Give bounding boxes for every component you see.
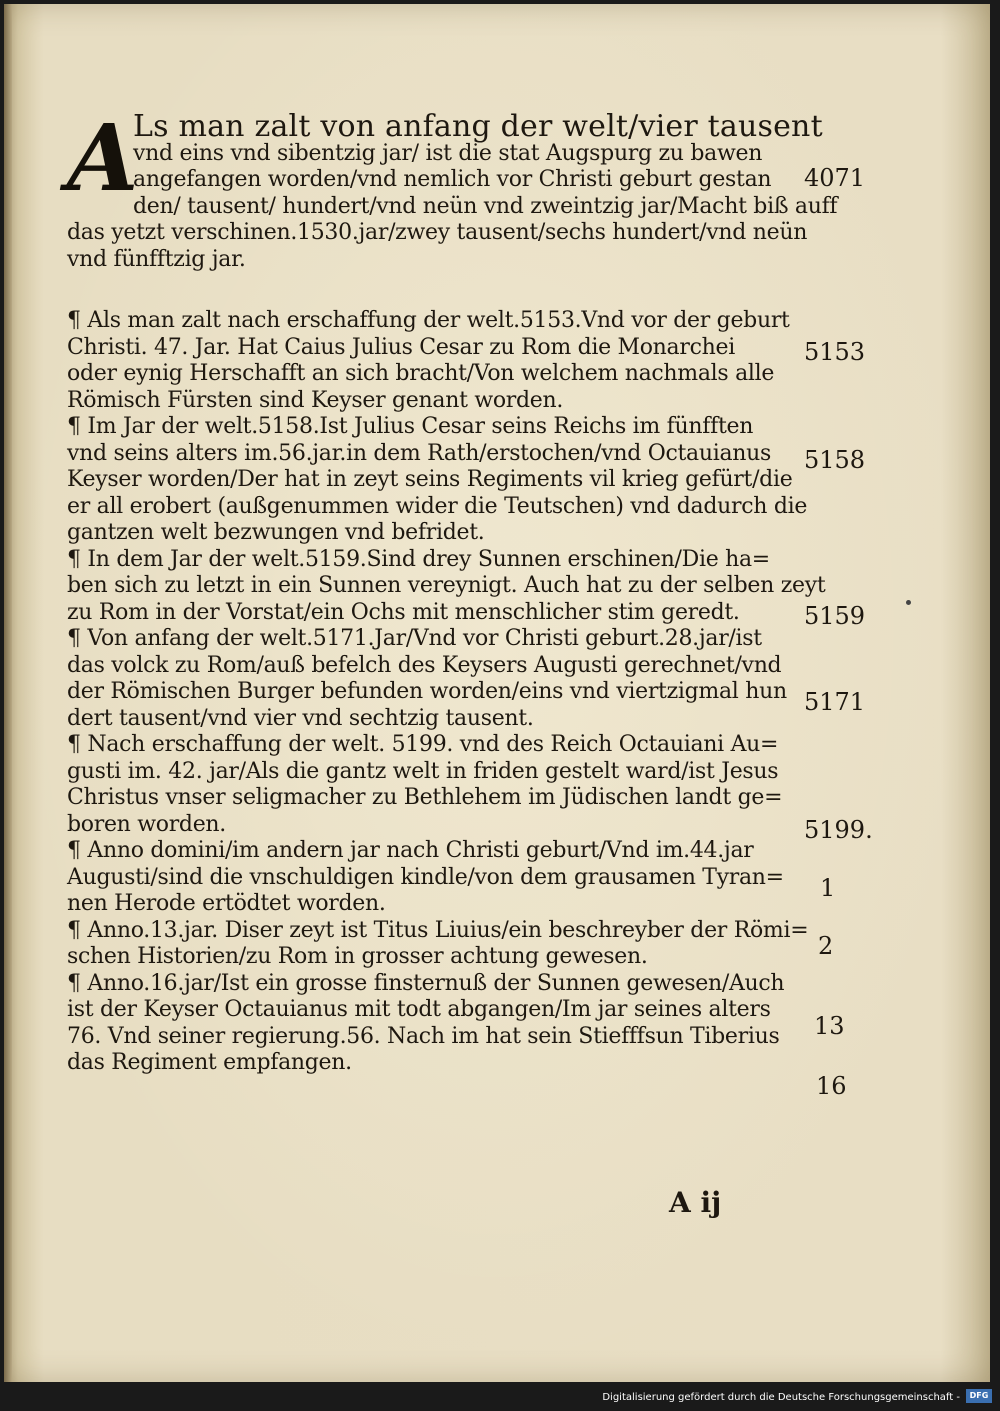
text-line: zu Rom in der Vorstat/ein Ochs mit menschlicher stim geredt.: [67, 599, 740, 625]
text-line: dert tausent/vnd vier vnd sechtzig tausent.: [67, 705, 534, 731]
margin-year: 5158: [804, 446, 866, 474]
text-line: das yetzt verschinen.1530.jar/zwey tausent/sechs hundert/vnd neün: [67, 220, 808, 245]
signature-mark: A ij: [669, 1186, 722, 1219]
text-line: ben sich zu letzt in ein Sunnen vereynigt. Auch hat zu der selben zeyt: [67, 573, 826, 598]
paragraph: [67, 414, 808, 547]
text-line: Christus vnser seligmacher zu Bethlehem im Jüdischen landt ge=: [67, 785, 783, 810]
margin-year: 13: [814, 1012, 845, 1040]
text-line: das Regiment empfangen.: [67, 1050, 352, 1075]
decorated-initial: A: [67, 104, 139, 212]
margin-year: 4071: [804, 164, 866, 192]
text-line: ¶ Anno.13.jar. Diser zeyt ist Titus Liuius/ein beschreyber der Römi=: [67, 917, 809, 943]
text-line: ¶ In dem Jar der welt.5159.Sind drey Sunnen erschinen/Die ha=: [67, 546, 770, 572]
text-line: Ls man zalt von anfang der welt/vier tausent: [133, 109, 823, 144]
paragraph: [67, 971, 795, 1077]
text-line: gantzen welt bezwungen vnd befridet.: [67, 520, 485, 545]
margin-year: 16: [816, 1072, 847, 1100]
text-line: gusti im. 42. jar/Als die gantz welt in friden gestelt ward/ist Jesus: [67, 758, 779, 784]
footer-credit: Digitalisierung gefördert durch die Deutsche Forschungsgemeinschaft -: [602, 1392, 960, 1403]
footer-bar: [0, 1383, 1000, 1411]
text-line: Keyser worden/Der hat in zeyt seins Regiments vil krieg gefürt/die: [67, 467, 793, 492]
paragraph-gap: [67, 273, 795, 308]
margin-year: 5199.: [804, 816, 873, 844]
text-line: ¶ Im Jar der welt.5158.Ist Julius Cesar seins Reichs im fünfften: [67, 414, 754, 439]
text-line: der Römischen Burger befunden worden/eins vnd viertzigmal hun: [67, 679, 787, 704]
text-line: ¶ Als man zalt nach erschaffung der welt.5153.Vnd vor der geburt: [67, 308, 790, 333]
text-line: schen Historien/zu Rom in grosser achtung gewesen.: [67, 944, 648, 969]
text-line: ¶ Von anfang der welt.5171.Jar/Vnd vor Christi geburt.28.jar/ist: [67, 626, 762, 651]
text-line: ¶ Nach erschaffung der welt. 5199. vnd des Reich Octauiani Au=: [67, 732, 779, 757]
paragraph: [67, 838, 795, 918]
paragraph: [67, 732, 795, 838]
text-line: boren worden.: [67, 811, 226, 837]
paragraph: [67, 626, 795, 732]
text-line: nen Herode ertödtet worden.: [67, 891, 386, 916]
ink-speck: [906, 600, 911, 605]
text-line: vnd eins vnd sibentzig jar/ ist die stat Augspurg zu bawen: [133, 140, 763, 166]
text-line: Römisch Fürsten sind Keyser genant worden.: [67, 387, 564, 413]
text-line: ist der Keyser Octauianus mit todt abgangen/Im jar seines alters: [67, 997, 771, 1022]
text-line: oder eynig Herschafft an sich bracht/Von welchem nachmals alle: [67, 361, 775, 386]
margin-year: 1: [820, 874, 836, 902]
margin-year: 5159: [804, 602, 866, 630]
text-line: ¶ Anno.16.jar/Ist ein grosse finsternuß der Sunnen gewesen/Auch: [67, 970, 785, 996]
text-line: er all erobert (außgenummen wider die Teutschen) vnd dadurch die: [67, 493, 808, 519]
margin-year: 2: [818, 932, 834, 960]
text-line: Christi. 47. Jar. Hat Caius Julius Cesar zu Rom die Monarchei: [67, 334, 735, 360]
text-line: ¶ Anno domini/im andern jar nach Christi geburt/Vnd im.44.jar: [67, 838, 754, 863]
book-page: [4, 4, 990, 1382]
dfg-logo: DFG: [966, 1389, 992, 1403]
text-line: vnd seins alters im.56.jar.in dem Rath/erstochen/vnd Octauianus: [67, 440, 771, 466]
paragraph: [67, 546, 826, 627]
text-line: den/ tausent/ hundert/vnd neün vnd zweintzig jar/Macht biß auff: [133, 193, 838, 219]
page-binding-edge: [4, 4, 12, 1382]
text-line: angefangen worden/vnd nemlich vor Christi geburt gestan: [133, 167, 772, 192]
text-line: 76. Vnd seiner regierung.56. Nach im hat sein Stiefffsun Tiberius: [67, 1023, 780, 1049]
text-line: das volck zu Rom/auß befelch des Keysers Augusti gerechnet/vnd: [67, 652, 782, 678]
margin-year: 5153: [804, 338, 866, 366]
text-line: Augusti/sind die vnschuldigen kindle/von dem grausamen Tyran=: [67, 864, 784, 890]
margin-year: 5171: [804, 688, 866, 716]
paragraph: [67, 917, 809, 971]
text-line: vnd fünfftzig jar.: [67, 246, 246, 272]
paragraph: [67, 308, 795, 414]
